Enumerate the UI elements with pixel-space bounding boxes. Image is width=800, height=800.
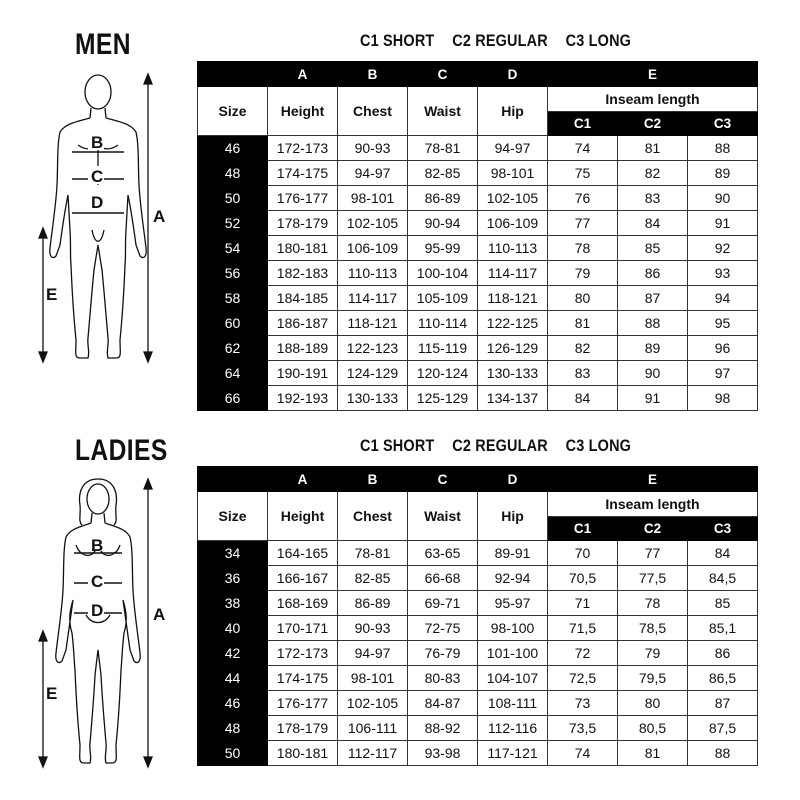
cell-chest: 98-101 <box>338 186 408 211</box>
header-c1: C1 <box>548 112 618 136</box>
legend-c2: C2 REGULAR <box>452 31 548 50</box>
cell-c3: 87,5 <box>688 716 758 741</box>
cell-hip: 102-105 <box>478 186 548 211</box>
cell-hip: 108-111 <box>478 691 548 716</box>
table-row <box>198 236 758 261</box>
header-size: Size <box>198 492 268 541</box>
header-c3: C3 <box>688 517 758 541</box>
cell-chest: 122-123 <box>338 336 408 361</box>
col-letter-b: B <box>338 467 408 492</box>
col-letter-d: D <box>478 467 548 492</box>
cell-c3: 96 <box>688 336 758 361</box>
table-row <box>198 541 758 566</box>
cell-hip: 98-100 <box>478 616 548 641</box>
table-row <box>198 616 758 641</box>
table-row <box>198 666 758 691</box>
cell-size: 44 <box>198 666 268 691</box>
header-c1: C1 <box>548 517 618 541</box>
cell-chest: 102-105 <box>338 691 408 716</box>
cell-hip: 94-97 <box>478 136 548 161</box>
cell-waist: 72-75 <box>408 616 478 641</box>
cell-c3: 84 <box>688 541 758 566</box>
men-label-b: B <box>91 133 104 152</box>
cell-hip: 106-109 <box>478 211 548 236</box>
cell-c2: 85 <box>618 236 688 261</box>
cell-chest: 90-93 <box>338 136 408 161</box>
cell-hip: 114-117 <box>478 261 548 286</box>
table-row <box>198 386 758 411</box>
table-row <box>198 336 758 361</box>
cell-c1: 71 <box>548 591 618 616</box>
cell-c2: 81 <box>618 136 688 161</box>
cell-c3: 98 <box>688 386 758 411</box>
table-row <box>198 641 758 666</box>
cell-c1: 74 <box>548 741 618 766</box>
table-row <box>198 161 758 186</box>
cell-height: 166-167 <box>268 566 338 591</box>
cell-height: 182-183 <box>268 261 338 286</box>
cell-height: 170-171 <box>268 616 338 641</box>
cell-waist: 120-124 <box>408 361 478 386</box>
cell-c1: 74 <box>548 136 618 161</box>
header-hip: Hip <box>478 492 548 541</box>
cell-c1: 73 <box>548 691 618 716</box>
cell-c3: 88 <box>688 136 758 161</box>
cell-size: 62 <box>198 336 268 361</box>
cell-waist: 78-81 <box>408 136 478 161</box>
col-letter-e: E <box>548 467 758 492</box>
header-height: Height <box>268 87 338 136</box>
cell-hip: 95-97 <box>478 591 548 616</box>
table-row <box>198 136 758 161</box>
cell-c1: 84 <box>548 386 618 411</box>
cell-waist: 69-71 <box>408 591 478 616</box>
cell-c3: 85 <box>688 591 758 616</box>
cell-c2: 90 <box>618 361 688 386</box>
men-label-a: A <box>153 207 166 226</box>
cell-c2: 84 <box>618 211 688 236</box>
cell-c1: 81 <box>548 311 618 336</box>
cell-c3: 92 <box>688 236 758 261</box>
cell-height: 174-175 <box>268 161 338 186</box>
men-size-table <box>197 61 758 411</box>
header-c2: C2 <box>618 517 688 541</box>
cell-c2: 91 <box>618 386 688 411</box>
legend-c1: C1 SHORT <box>360 436 435 455</box>
cell-chest: 82-85 <box>338 566 408 591</box>
cell-chest: 124-129 <box>338 361 408 386</box>
cell-hip: 118-121 <box>478 286 548 311</box>
cell-chest: 102-105 <box>338 211 408 236</box>
cell-chest: 114-117 <box>338 286 408 311</box>
men-label-c: C <box>91 167 104 186</box>
cell-height: 188-189 <box>268 336 338 361</box>
cell-hip: 112-116 <box>478 716 548 741</box>
cell-waist: 76-79 <box>408 641 478 666</box>
cell-waist: 93-98 <box>408 741 478 766</box>
cell-c3: 87 <box>688 691 758 716</box>
ladies-body-figure <box>30 475 180 775</box>
cell-c3: 86,5 <box>688 666 758 691</box>
cell-c3: 94 <box>688 286 758 311</box>
col-letter-a: A <box>268 467 338 492</box>
cell-waist: 110-114 <box>408 311 478 336</box>
cell-height: 180-181 <box>268 236 338 261</box>
cell-hip: 89-91 <box>478 541 548 566</box>
cell-hip: 117-121 <box>478 741 548 766</box>
cell-c1: 73,5 <box>548 716 618 741</box>
cell-c2: 78 <box>618 591 688 616</box>
cell-chest: 94-97 <box>338 161 408 186</box>
cell-c3: 86 <box>688 641 758 666</box>
cell-waist: 66-68 <box>408 566 478 591</box>
cell-chest: 94-97 <box>338 641 408 666</box>
cell-chest: 130-133 <box>338 386 408 411</box>
men-label-d: D <box>91 193 104 212</box>
cell-c2: 81 <box>618 741 688 766</box>
cell-c3: 93 <box>688 261 758 286</box>
cell-size: 54 <box>198 236 268 261</box>
cell-c3: 90 <box>688 186 758 211</box>
cell-height: 172-173 <box>268 641 338 666</box>
legend-c3: C3 LONG <box>565 436 632 455</box>
cell-height: 178-179 <box>268 716 338 741</box>
cell-size: 36 <box>198 566 268 591</box>
cell-hip: 104-107 <box>478 666 548 691</box>
cell-chest: 78-81 <box>338 541 408 566</box>
legend-c1: C1 SHORT <box>360 31 435 50</box>
header-height: Height <box>268 492 338 541</box>
cell-c2: 77 <box>618 541 688 566</box>
cell-chest: 106-111 <box>338 716 408 741</box>
cell-c1: 72 <box>548 641 618 666</box>
cell-c1: 80 <box>548 286 618 311</box>
header-c3: C3 <box>688 112 758 136</box>
cell-hip: 134-137 <box>478 386 548 411</box>
cell-size: 46 <box>198 136 268 161</box>
table-row <box>198 716 758 741</box>
ladies-label-d: D <box>91 601 104 620</box>
men-label-e: E <box>46 285 58 304</box>
cell-c1: 79 <box>548 261 618 286</box>
cell-c2: 88 <box>618 311 688 336</box>
cell-height: 168-169 <box>268 591 338 616</box>
cell-waist: 100-104 <box>408 261 478 286</box>
cell-waist: 84-87 <box>408 691 478 716</box>
cell-size: 34 <box>198 541 268 566</box>
cell-height: 176-177 <box>268 691 338 716</box>
cell-size: 56 <box>198 261 268 286</box>
ladies-label-c: C <box>91 572 104 591</box>
cell-c2: 79 <box>618 641 688 666</box>
cell-c3: 89 <box>688 161 758 186</box>
cell-size: 52 <box>198 211 268 236</box>
cell-hip: 130-133 <box>478 361 548 386</box>
cell-size: 64 <box>198 361 268 386</box>
cell-waist: 63-65 <box>408 541 478 566</box>
col-letter-e: E <box>548 62 758 87</box>
cell-hip: 98-101 <box>478 161 548 186</box>
cell-size: 50 <box>198 186 268 211</box>
table-row <box>198 591 758 616</box>
header-hip: Hip <box>478 87 548 136</box>
ladies-label-a: A <box>153 605 166 624</box>
col-letter-blank <box>198 62 268 87</box>
header-waist: Waist <box>408 87 478 136</box>
cell-size: 46 <box>198 691 268 716</box>
cell-waist: 115-119 <box>408 336 478 361</box>
cell-size: 42 <box>198 641 268 666</box>
cell-height: 180-181 <box>268 741 338 766</box>
cell-height: 176-177 <box>268 186 338 211</box>
cell-hip: 92-94 <box>478 566 548 591</box>
cell-size: 50 <box>198 741 268 766</box>
cell-c2: 82 <box>618 161 688 186</box>
cell-c1: 77 <box>548 211 618 236</box>
ladies-label-b: B <box>91 536 104 555</box>
cell-c2: 78,5 <box>618 616 688 641</box>
cell-height: 164-165 <box>268 541 338 566</box>
cell-c1: 75 <box>548 161 618 186</box>
cell-hip: 110-113 <box>478 236 548 261</box>
cell-c2: 80 <box>618 691 688 716</box>
cell-c2: 83 <box>618 186 688 211</box>
cell-c1: 70,5 <box>548 566 618 591</box>
table-row <box>198 261 758 286</box>
header-size: Size <box>198 87 268 136</box>
cell-chest: 106-109 <box>338 236 408 261</box>
cell-c2: 86 <box>618 261 688 286</box>
cell-c2: 87 <box>618 286 688 311</box>
cell-c1: 70 <box>548 541 618 566</box>
legend-c3: C3 LONG <box>565 31 632 50</box>
cell-waist: 80-83 <box>408 666 478 691</box>
cell-waist: 86-89 <box>408 186 478 211</box>
cell-height: 184-185 <box>268 286 338 311</box>
cell-c1: 78 <box>548 236 618 261</box>
table-row <box>198 186 758 211</box>
cell-c3: 95 <box>688 311 758 336</box>
cell-c2: 89 <box>618 336 688 361</box>
cell-chest: 110-113 <box>338 261 408 286</box>
cell-c3: 84,5 <box>688 566 758 591</box>
cell-size: 66 <box>198 386 268 411</box>
cell-c3: 97 <box>688 361 758 386</box>
cell-waist: 90-94 <box>408 211 478 236</box>
col-letter-b: B <box>338 62 408 87</box>
cell-chest: 90-93 <box>338 616 408 641</box>
cell-waist: 82-85 <box>408 161 478 186</box>
legend-c2: C2 REGULAR <box>452 436 548 455</box>
cell-height: 192-193 <box>268 386 338 411</box>
cell-hip: 122-125 <box>478 311 548 336</box>
table-row <box>198 566 758 591</box>
men-legend <box>360 31 645 51</box>
col-letter-c: C <box>408 62 478 87</box>
cell-c1: 71,5 <box>548 616 618 641</box>
table-row <box>198 691 758 716</box>
cell-chest: 112-117 <box>338 741 408 766</box>
men-title: MEN <box>75 28 131 61</box>
cell-c1: 82 <box>548 336 618 361</box>
cell-height: 190-191 <box>268 361 338 386</box>
header-c2: C2 <box>618 112 688 136</box>
cell-height: 186-187 <box>268 311 338 336</box>
cell-chest: 86-89 <box>338 591 408 616</box>
col-letter-blank <box>198 467 268 492</box>
ladies-title: LADIES <box>75 434 168 467</box>
cell-c2: 79,5 <box>618 666 688 691</box>
table-row <box>198 211 758 236</box>
ladies-label-e: E <box>46 684 58 703</box>
cell-c3: 88 <box>688 741 758 766</box>
header-inseam: Inseam length <box>548 492 758 517</box>
cell-chest: 118-121 <box>338 311 408 336</box>
ladies-size-table <box>197 466 758 766</box>
col-letter-c: C <box>408 467 478 492</box>
cell-height: 178-179 <box>268 211 338 236</box>
cell-height: 174-175 <box>268 666 338 691</box>
cell-size: 38 <box>198 591 268 616</box>
table-row <box>198 741 758 766</box>
cell-size: 58 <box>198 286 268 311</box>
cell-size: 48 <box>198 161 268 186</box>
cell-c1: 83 <box>548 361 618 386</box>
col-letter-a: A <box>268 62 338 87</box>
cell-waist: 88-92 <box>408 716 478 741</box>
header-chest: Chest <box>338 492 408 541</box>
header-inseam: Inseam length <box>548 87 758 112</box>
cell-c2: 77,5 <box>618 566 688 591</box>
cell-waist: 125-129 <box>408 386 478 411</box>
cell-chest: 98-101 <box>338 666 408 691</box>
table-row <box>198 311 758 336</box>
cell-waist: 105-109 <box>408 286 478 311</box>
cell-size: 60 <box>198 311 268 336</box>
cell-c1: 72,5 <box>548 666 618 691</box>
cell-c3: 85,1 <box>688 616 758 641</box>
cell-waist: 95-99 <box>408 236 478 261</box>
cell-hip: 126-129 <box>478 336 548 361</box>
table-row <box>198 361 758 386</box>
cell-size: 48 <box>198 716 268 741</box>
header-waist: Waist <box>408 492 478 541</box>
header-chest: Chest <box>338 87 408 136</box>
cell-c3: 91 <box>688 211 758 236</box>
cell-hip: 101-100 <box>478 641 548 666</box>
table-row <box>198 286 758 311</box>
cell-size: 40 <box>198 616 268 641</box>
cell-height: 172-173 <box>268 136 338 161</box>
cell-c1: 76 <box>548 186 618 211</box>
cell-c2: 80,5 <box>618 716 688 741</box>
ladies-legend <box>360 436 645 456</box>
col-letter-d: D <box>478 62 548 87</box>
